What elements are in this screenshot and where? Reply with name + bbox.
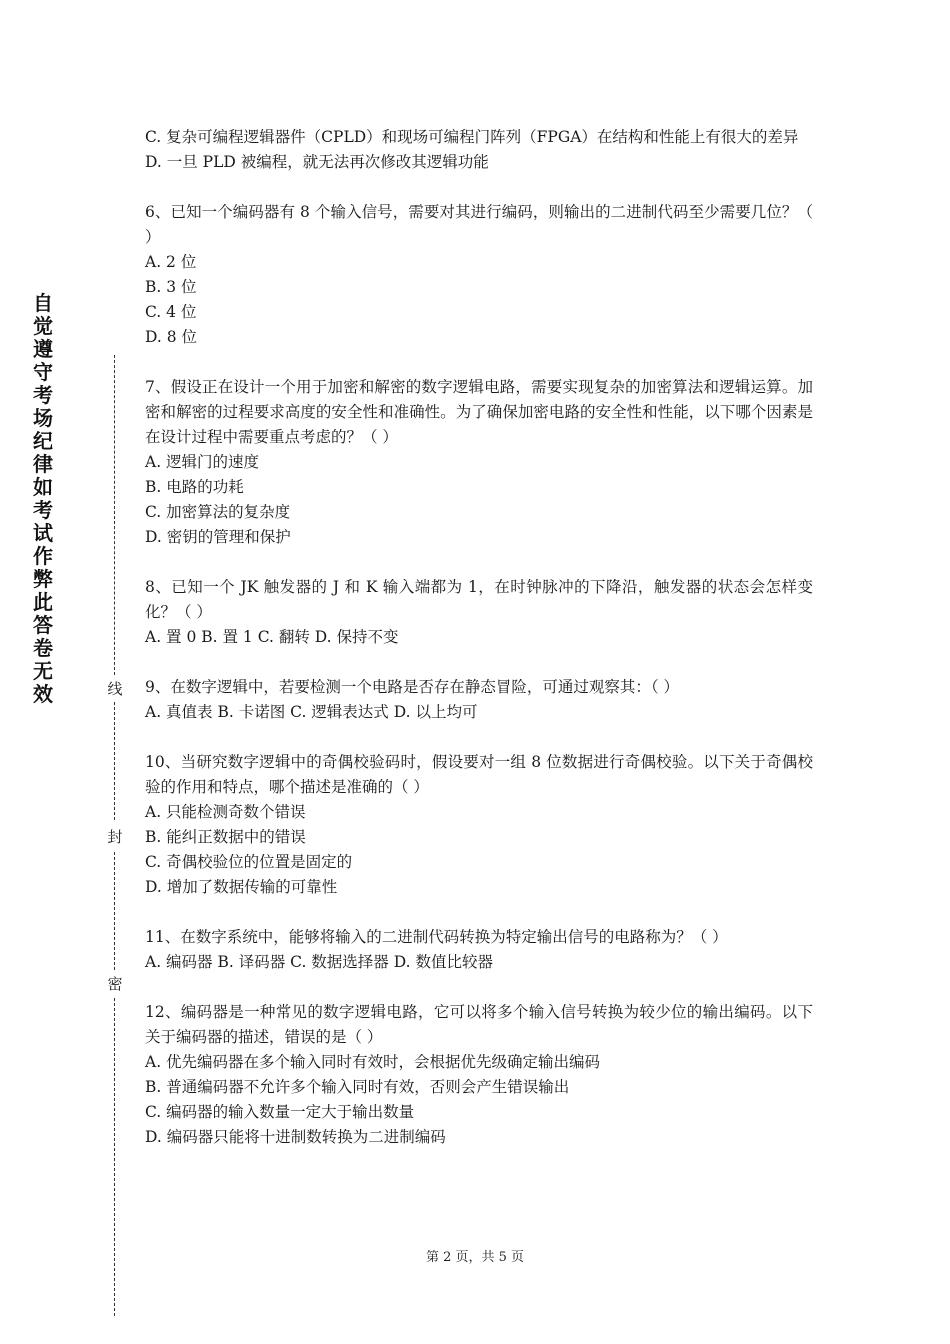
carryover-options (145, 125, 813, 175)
binding-line-segment (114, 852, 115, 970)
exam-content (145, 125, 813, 1150)
options-inline: A. 真值表 B. 卡诺图 C. 逻辑表达式 D. 以上均可 (145, 703, 478, 721)
question-text: 7、假设正在设计一个用于加密和解密的数字逻辑电路，需要实现复杂的加密算法和逻辑运算。加密和解密的过程要求高度的安全性和准确性。为了确保加密电路的安全性和性能，以下哪个因素是在设计过程中需要重点考虑的？（ ） (145, 378, 813, 446)
question-9 (145, 675, 813, 725)
option-c: C. 复杂可编程逻辑器件（CPLD）和现场可编程门阵列（FPGA）在结构和性能上有很大的差异 (145, 128, 799, 146)
option-c: C. 加密算法的复杂度 (145, 503, 291, 521)
question-text: 6、已知一个编码器有 8 个输入信号，需要对其进行编码，则输出的二进制代码至少需要几位？（ ） (145, 203, 813, 246)
options-inline: A. 置 0 B. 置 1 C. 翻转 D. 保持不变 (145, 628, 399, 646)
option-b: B. 普通编码器不允许多个输入同时有效，否则会产生错误输出 (145, 1078, 570, 1096)
page-number: 第 2 页，共 5 页 (425, 1250, 525, 1265)
binding-line-segment (114, 355, 115, 675)
question-11 (145, 925, 813, 975)
question-8 (145, 575, 813, 650)
option-d: D. 8 位 (145, 328, 198, 346)
question-10 (145, 750, 813, 900)
question-6 (145, 200, 813, 350)
option-b: B. 电路的功耗 (145, 478, 244, 496)
option-b: B. 3 位 (145, 278, 197, 296)
option-d: D. 密钥的管理和保护 (145, 528, 291, 546)
option-d: D. 编码器只能将十进制数转换为二进制编码 (145, 1128, 446, 1146)
question-text: 9、在数字逻辑中，若要检测一个电路是否存在静态冒险，可通过观察其：（ ） (145, 678, 680, 696)
options-inline: A. 编码器 B. 译码器 C. 数据选择器 D. 数值比较器 (145, 953, 493, 971)
binding-line-segment (114, 702, 115, 820)
binding-label-seal: 封 (107, 828, 123, 846)
option-d: D. 一旦 PLD 被编程，就无法再次修改其逻辑功能 (145, 153, 489, 171)
question-text: 8、已知一个 JK 触发器的 J 和 K 输入端都为 1，在时钟脉冲的下降沿，触发器的状态会怎样变化？（ ） (145, 578, 813, 621)
question-12 (145, 1000, 813, 1150)
option-a: A. 逻辑门的速度 (145, 453, 260, 471)
binding-line-segment (114, 998, 115, 1316)
question-text: 11、在数字系统中，能够将输入的二进制代码转换为特定输出信号的电路称为？（ ） (145, 928, 728, 946)
option-c: C. 4 位 (145, 303, 197, 321)
option-c: C. 奇偶校验位的位置是固定的 (145, 853, 353, 871)
question-text: 10、当研究数字逻辑中的奇偶校验码时，假设要对一组 8 位数据进行奇偶校验。以下关于奇偶校验的作用和特点，哪个描述是准确的（ ） (145, 753, 813, 796)
option-a: A. 2 位 (145, 253, 197, 271)
option-a: A. 优先编码器在多个输入同时有效时，会根据优先级确定输出编码 (145, 1053, 601, 1071)
binding-label-line: 线 (107, 680, 123, 698)
option-d: D. 增加了数据传输的可靠性 (145, 878, 338, 896)
question-7 (145, 375, 813, 550)
page-footer (0, 1246, 950, 1265)
exam-discipline-notice: 自觉遵守考场纪律如考试作弊此答卷无效 (33, 291, 53, 706)
option-a: A. 只能检测奇数个错误 (145, 803, 306, 821)
option-b: B. 能纠正数据中的错误 (145, 828, 306, 846)
question-text: 12、编码器是一种常见的数字逻辑电路，它可以将多个输入信号转换为较少位的输出编码。以下关于编码器的描述，错误的是（ ） (145, 1003, 813, 1046)
option-c: C. 编码器的输入数量一定大于输出数量 (145, 1103, 415, 1121)
binding-label-secret: 密 (107, 975, 123, 993)
